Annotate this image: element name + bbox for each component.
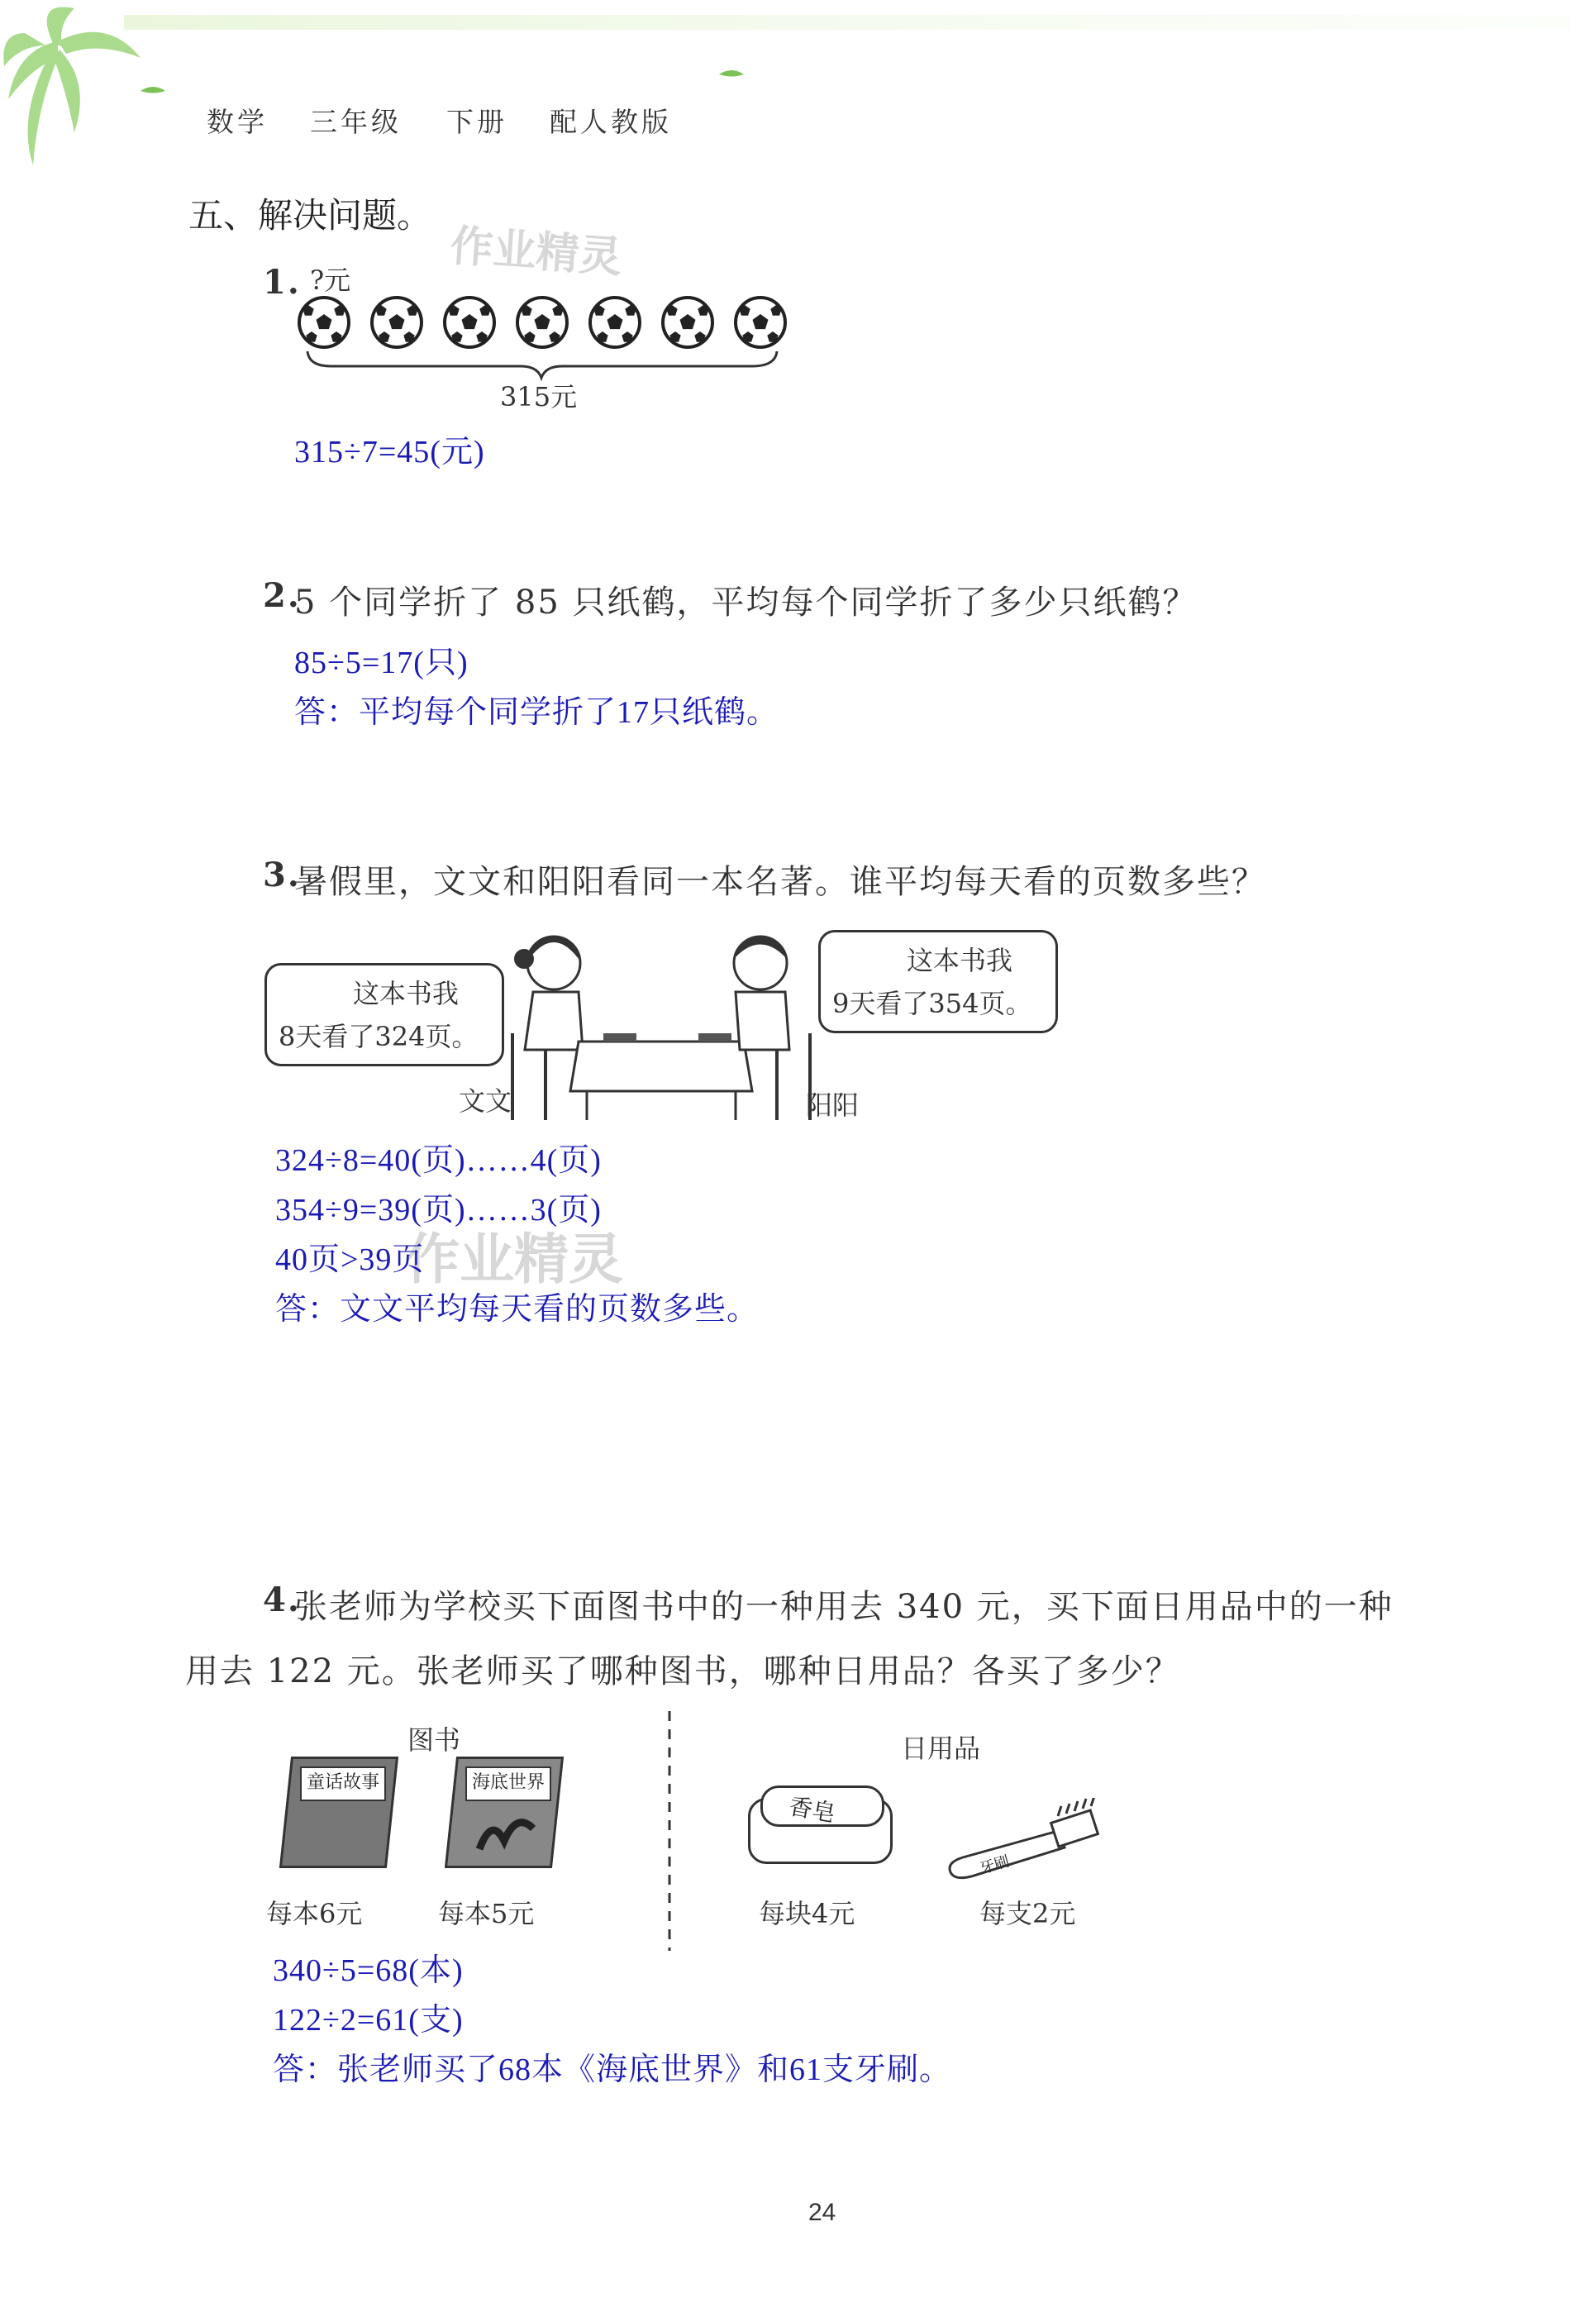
book2-title: 海底世界	[465, 1766, 551, 1801]
toothbrush-label: 牙刷	[978, 1852, 1012, 1878]
q4-books-label: 图书	[407, 1724, 461, 1756]
q3-answer-line2: 354÷9=39(页)……3(页)	[275, 1193, 602, 1228]
q3-name-left: 文文	[459, 1085, 512, 1117]
header-volume: 下册	[446, 106, 507, 138]
q4-text-line2: 用去 122 元。张老师买了哪种图书，哪种日用品？各买了多少？	[185, 1652, 1180, 1690]
q4-number: 4.	[263, 1580, 301, 1619]
table-icon	[570, 1042, 752, 1091]
q4-answer-line3: 答：张老师买了68本《海底世界》和61支牙刷。	[273, 2052, 952, 2087]
q4-goods-label: 日用品	[901, 1733, 981, 1764]
q4-answer-line1: 340÷5=68(本)	[273, 1953, 464, 1988]
q4-answer-line2: 122÷2=61(支)	[273, 2003, 464, 2038]
q3-bubble-left-line2: 8天看了324页。	[279, 1021, 479, 1052]
soccer-ball-icon	[590, 298, 640, 347]
q3-bubble-right-line2: 9天看了354页。	[832, 988, 1032, 1019]
q3-name-right: 阳阳	[806, 1089, 860, 1121]
q1-answer: 315÷7=45(元)	[294, 435, 485, 470]
watermark-top: 作业精灵	[448, 221, 624, 284]
soap-icon	[748, 1785, 897, 1868]
q3-bubble-left	[264, 963, 504, 1066]
book1-title: 童话故事	[300, 1766, 386, 1801]
q1-total-brace	[307, 351, 777, 378]
q1-unknown-label: ?元	[310, 265, 351, 296]
book-undersea-world-icon	[442, 1757, 566, 1872]
q3-bubble-left-line1: 这本书我	[353, 978, 460, 1009]
soap-price: 每块4元	[759, 1898, 855, 1929]
q3-reading-illustration	[496, 926, 827, 1124]
section-title: 五、解决问题。	[188, 195, 432, 236]
q3-bubble-right	[818, 930, 1058, 1033]
q2-answer-line2: 答：平均每个同学折了17只纸鹤。	[294, 695, 779, 730]
girl-head-icon	[527, 937, 580, 989]
header-grade: 三年级	[310, 106, 402, 138]
q3-text: 暑假里，文文和阳阳看同一本名著。谁平均每天看的页数多些？	[294, 863, 1266, 901]
header-edition: 配人教版	[550, 106, 672, 138]
soccer-ball-icon	[663, 298, 712, 347]
q4-divider	[665, 1711, 674, 1951]
q2-answer-line1: 85÷5=17(只)	[294, 646, 469, 680]
q3-answer-line1: 324÷8=40(页)……4(页)	[275, 1143, 602, 1178]
book2-price: 每本5元	[438, 1898, 535, 1929]
header-decoration	[0, 0, 1596, 165]
watermark-middle: 作业精灵	[405, 1228, 623, 1291]
header-subject: 数学	[207, 106, 268, 138]
q1-number: 1.	[263, 263, 301, 302]
book-fairy-tales-icon	[277, 1757, 401, 1872]
soap-label: 香皂	[787, 1792, 838, 1828]
soccer-ball-icon	[299, 298, 349, 347]
q3-number: 3.	[263, 856, 301, 894]
q3-bubble-right-line1: 这本书我	[907, 945, 1013, 976]
q1-total-label: 315元	[500, 381, 578, 412]
q2-text: 5 个同学折了 85 只纸鹤，平均每个同学折了多少只纸鹤？	[294, 584, 1198, 622]
q3-answer-line4: 答：文文平均每天看的页数多些。	[275, 1292, 760, 1327]
book1-price: 每本6元	[266, 1898, 363, 1929]
soccer-ball-icon	[445, 298, 494, 347]
page-number: 24	[808, 2199, 836, 2226]
soccer-ball-icon	[517, 298, 567, 347]
q2-number: 2.	[263, 576, 301, 615]
q3-answer-line3: 40页>39页	[275, 1242, 425, 1277]
toothbrush-icon	[942, 1798, 1108, 1889]
soccer-ball-icon	[372, 298, 422, 347]
q4-text-line1: 张老师为学校买下面图书中的一种用去 340 元，买下面日用品中的一种	[294, 1588, 1394, 1626]
toothbrush-price: 每支2元	[979, 1898, 1076, 1929]
soccer-ball-icon	[736, 298, 785, 347]
